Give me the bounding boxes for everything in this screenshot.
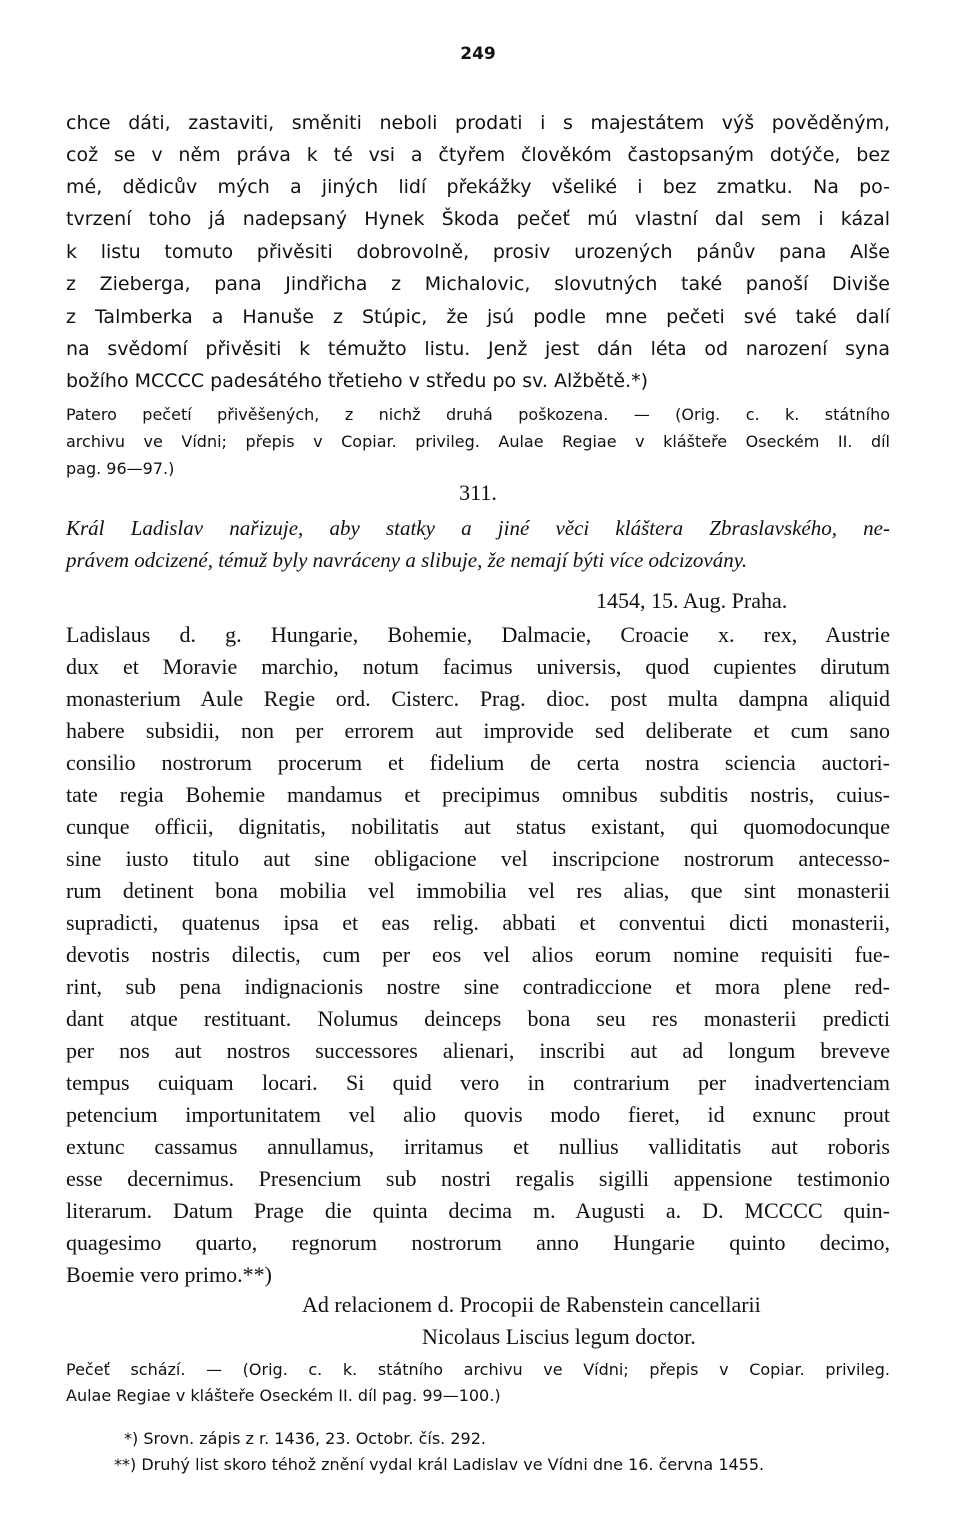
- latin-text-line: Boemie vero primo.**): [66, 1262, 272, 1287]
- footnote: *) Srovn. zápis z r. 1436, 23. Octobr. čís. 292.: [124, 1429, 486, 1448]
- czech-text-line: z Talmberka a Hanuše z Stúpic, že jsú podle mne pečeti své také dalí: [66, 306, 890, 328]
- latin-text-line: literarum. Datum Prage die quinta decima m. Augusti a. D. MCCCC quin-: [66, 1198, 890, 1223]
- date-place: 1454, 15. Aug. Praha.: [596, 588, 788, 613]
- latin-text-line: monasterium Aule Regie ord. Cisterc. Prag. dioc. post multa dampna aliquid: [66, 686, 890, 711]
- document-heading-line: právem odcizené, témuž byly navráceny a slibuje, že nemají býti více odcizovány.: [66, 548, 748, 572]
- latin-text-line: tate regia Bohemie mandamus et precipimus omnibus subditis nostris, cuius-: [66, 782, 890, 807]
- latin-text-line: petencium importunitatem vel alio quovis modo fieret, id exnunc prout: [66, 1102, 890, 1127]
- page-number: 249: [460, 44, 496, 64]
- latin-text-line: Ladislaus d. g. Hungarie, Bohemie, Dalmacie, Croacie x. rex, Austrie: [66, 622, 890, 647]
- latin-text-line: quagesimo quarto, regnorum nostrorum anno Hungarie quinto decimo,: [66, 1230, 890, 1255]
- latin-text-line: dux et Moravie marchio, notum facimus universis, quod cupientes dirutum: [66, 654, 890, 679]
- footnote: **) Druhý list skoro téhož znění vydal král Ladislav ve Vídni dne 16. června 1455.: [114, 1455, 765, 1474]
- seal-note-line: Pečeť schází. — (Orig. c. k. státního archivu ve Vídni; přepis v Copiar. privileg.: [66, 1360, 890, 1379]
- archival-note-line: Patero pečetí přivěšených, z nichž druhá poškozena. — (Orig. c. k. státního: [66, 405, 890, 424]
- latin-text-line: devotis nostris dilectis, cum per eos vel alios eorum nomine requisiti fue-: [66, 942, 890, 967]
- document-number: 311.: [459, 480, 497, 505]
- document-heading-line: Král Ladislav nařizuje, aby statky a jiné věci kláštera Zbraslavského, ne-: [66, 516, 890, 540]
- latin-text-line: dant atque restituant. Nolumus deinceps bona seu res monasterii predicti: [66, 1006, 890, 1031]
- latin-text-line: sine iusto titulo aut sine obligacione vel inscripcione nostrorum antecesso-: [66, 846, 890, 871]
- latin-text-line: rint, sub pena indignacionis nostre sine contradiccione et mora plene red-: [66, 974, 890, 999]
- czech-text-line: božího MCCCC padesátého třetieho v středu po sv. Alžbětě.*): [66, 370, 649, 392]
- latin-text-line: esse decernimus. Presencium sub nostri regalis sigilli appensione testimonio: [66, 1166, 890, 1191]
- archival-note-line: archivu ve Vídni; přepis v Copiar. privileg. Aulae Regiae v klášteře Oseckém II. díl: [66, 432, 890, 451]
- signature-line: Ad relacionem d. Procopii de Rabenstein cancellarii: [302, 1292, 761, 1317]
- archival-note-line: pag. 96—97.): [66, 459, 175, 478]
- czech-text-line: k listu tomuto přivěsiti dobrovolně, prosiv urozených pánův pana Alše: [66, 241, 890, 263]
- latin-text-line: per nos aut nostros successores alienari, inscribi aut ad longum breveve: [66, 1038, 890, 1063]
- latin-text-line: tempus cuiquam locari. Si quid vero in contrarium per inadvertenciam: [66, 1070, 890, 1095]
- czech-text-line: tvrzení toho já nadepsaný Hynek Škoda pečeť mú vlastní dal sem i kázal: [66, 208, 890, 230]
- czech-text-line: na svědomí přivěsiti k témužto listu. Jenž jest dán léta od narození syna: [66, 338, 890, 360]
- czech-text-line: mé, dědicův mých a jiných lidí překážky všeliké i bez zmatku. Na po-: [66, 176, 890, 198]
- signature-line: Nicolaus Liscius legum doctor.: [422, 1324, 696, 1349]
- latin-text-line: extunc cassamus annullamus, irritamus et nullius valliditatis aut roboris: [66, 1134, 890, 1159]
- document-page: [66, 0, 890, 1532]
- czech-text-line: z Zieberga, pana Jindřicha z Michalovic, slovutných také panoší Diviše: [66, 273, 890, 295]
- latin-text-line: consilio nostrorum procerum et fidelium de certa nostra sciencia auctori-: [66, 750, 890, 775]
- latin-text-line: supradicti, quatenus ipsa et eas relig. abbati et conventui dicti monasterii,: [66, 910, 890, 935]
- czech-text-line: chce dáti, zastaviti, směniti neboli prodati i s majestátem výš pověděným,: [66, 112, 890, 134]
- latin-text-line: cunque officii, dignitatis, nobilitatis aut status existant, qui quomodocunque: [66, 814, 890, 839]
- latin-text-line: rum detinent bona mobilia vel immobilia vel res alias, que sint monasterii: [66, 878, 890, 903]
- latin-text-line: habere subsidii, non per errorem aut improvide sed deliberate et cum sano: [66, 718, 890, 743]
- seal-note-line: Aulae Regiae v klášteře Oseckém II. díl pag. 99—100.): [66, 1386, 501, 1405]
- czech-text-line: což se v něm práva k té vsi a čtyřem člověkóm častopsaným dotýče, bez: [66, 144, 890, 166]
